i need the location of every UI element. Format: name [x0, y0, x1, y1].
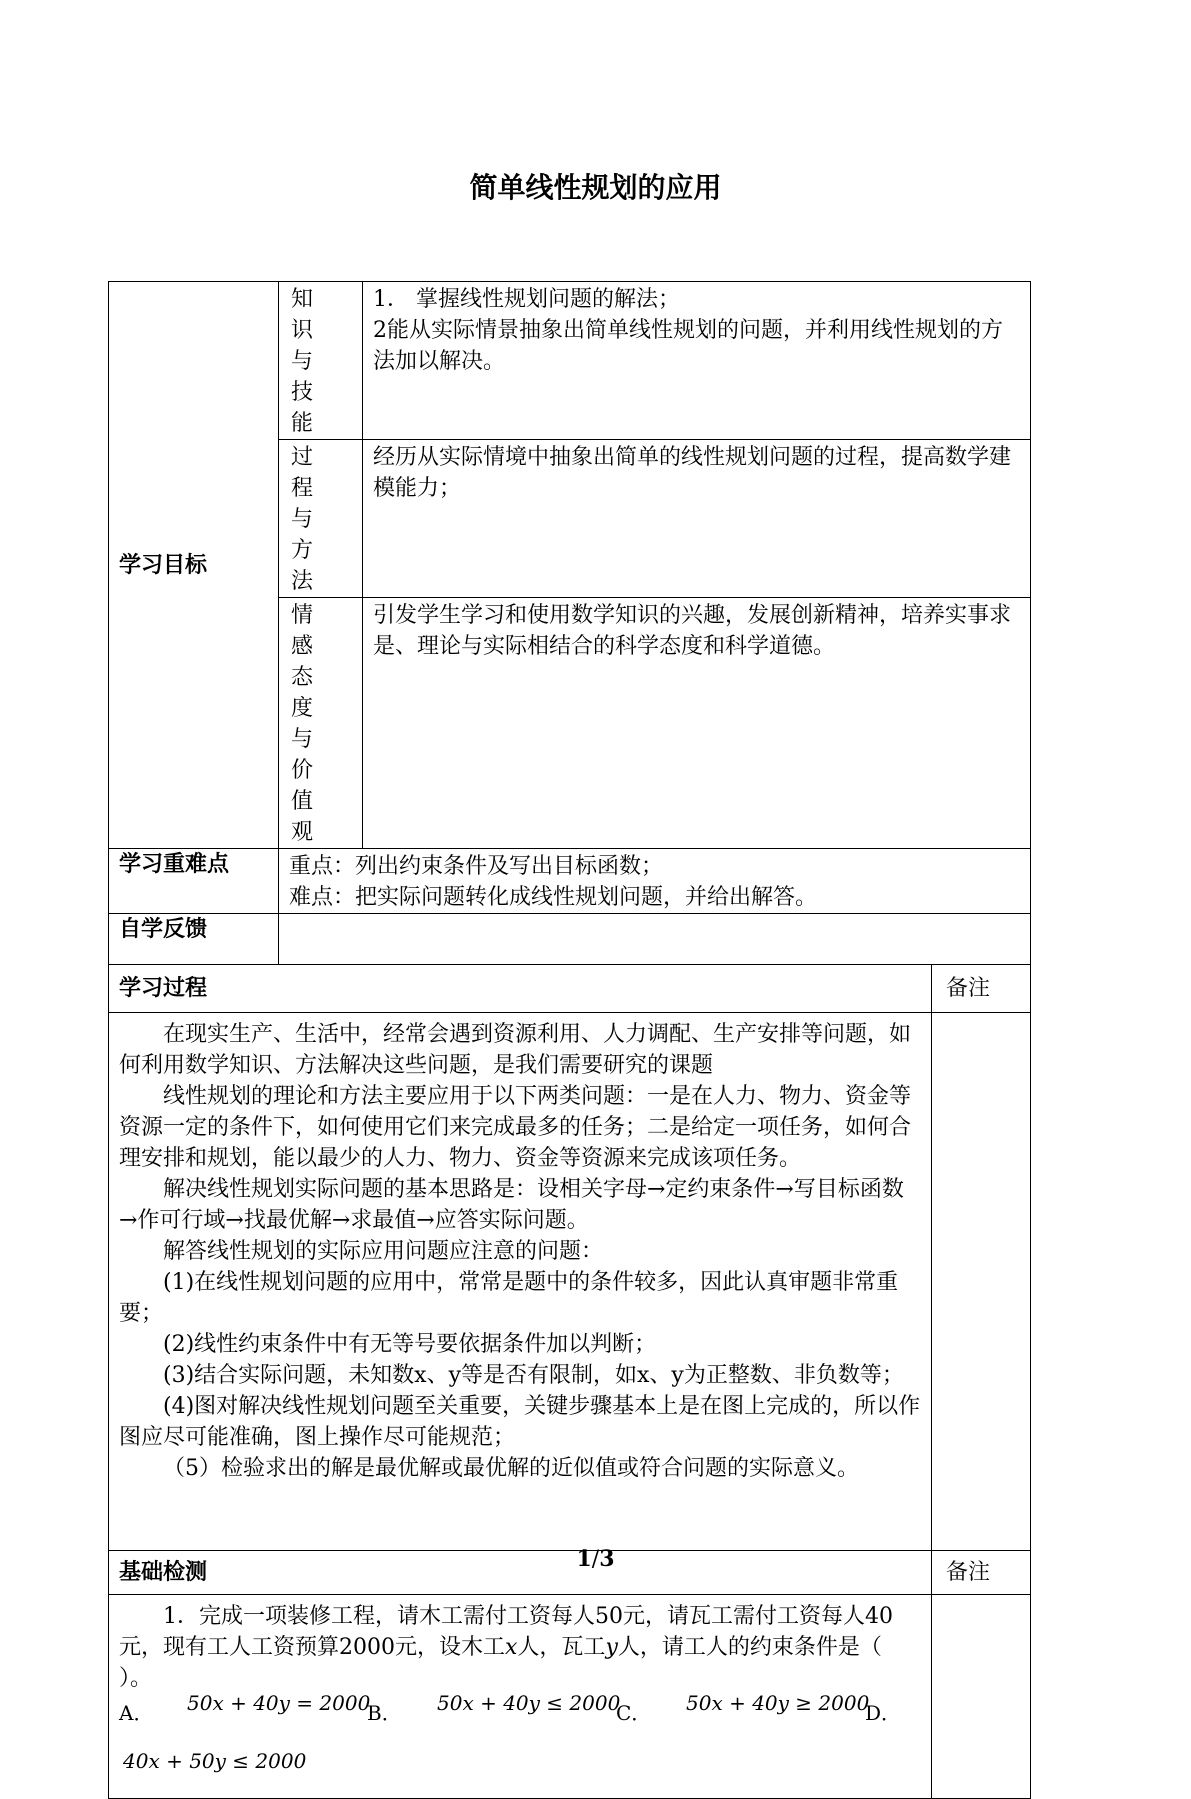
option-c-expr: 50x + 40y ≥ 2000: [686, 1691, 870, 1715]
process-content: [109, 1013, 932, 1551]
question-part: 人，请工人的约束条件是（ ）。: [119, 1635, 882, 1691]
self-study-content: [279, 914, 1031, 965]
focus-line: 重点：列出约束条件及写出目标函数；: [289, 854, 664, 879]
goal-sub-label: 知识与技能: [279, 282, 363, 440]
option-b-expr: 50x + 40y ≤ 2000: [437, 1691, 621, 1715]
goals-label: 学习目标: [109, 282, 279, 849]
var-y: y: [605, 1635, 618, 1660]
process-paragraph: (3)结合实际问题，未知数x、y等是否有限制，如x、y为正整数、非负数等；: [163, 1363, 904, 1388]
answer-options: [119, 1691, 921, 1794]
process-notes: [932, 1013, 1031, 1551]
page-separator: /: [591, 1547, 600, 1572]
key-points-label: 学习重难点: [109, 849, 279, 914]
process-paragraph: （5）检验求出的解是最优解或最优解的近似值或符合问题的实际意义。: [163, 1456, 859, 1481]
goal-line: 2能从实际情景抽象出简单线性规划的问题，并利用线性规划的方法加以解决。: [373, 318, 1003, 374]
goal-content: [363, 440, 1031, 598]
page-total: 3: [599, 1546, 615, 1572]
option-d-expr: 40x + 50y ≤ 2000: [123, 1749, 307, 1773]
goal-content: [363, 598, 1031, 849]
document-title: 简单线性规划的应用: [469, 171, 722, 204]
basic-test-notes: [932, 1595, 1031, 1799]
goal-content: [363, 282, 1031, 440]
option-d-letter: D．: [865, 1701, 902, 1725]
goal-line: 经历从实际情境中抽象出简单的线性规划问题的过程，提高数学建模能力；: [373, 445, 1012, 501]
goal-line: 引发学生学习和使用数学知识的兴趣，发展创新精神，培养实事求是、理论与实际相结合的科学态度和科学道德。: [373, 603, 1012, 659]
difficulty-line: 难点：把实际问题转化成线性规划问题，并给出解答。: [289, 885, 818, 910]
page-number: [0, 1546, 1191, 1572]
self-study-label: 自学反馈: [109, 914, 279, 965]
self-study-row: [109, 914, 1031, 965]
option-a-letter: A．: [119, 1701, 154, 1725]
process-paragraph: (2)线性约束条件中有无等号要依据条件加以判断；: [163, 1332, 657, 1357]
goal-sub-label: 过程与方法: [279, 440, 363, 598]
process-header-row: [109, 965, 1031, 1013]
option-c-letter: C．: [616, 1701, 652, 1725]
option-b-letter: B．: [367, 1701, 402, 1725]
process-paragraph: 解答线性规划的实际应用问题应注意的问题：: [163, 1239, 604, 1264]
key-points-content: [279, 849, 1031, 914]
key-points-row: [109, 849, 1031, 914]
process-paragraph: (1)在线性规划问题的应用中，常常是题中的条件较多，因此认真审题非常重要；: [119, 1270, 899, 1326]
basic-test-content: [109, 1595, 932, 1799]
var-x: x: [505, 1635, 518, 1660]
page-current: 1: [576, 1546, 592, 1572]
question-text: [119, 1601, 921, 1694]
note-label: 备注: [932, 965, 1031, 1013]
process-body-row: [109, 1013, 1031, 1551]
process-label: 学习过程: [109, 965, 932, 1013]
process-paragraph: 解决线性规划实际问题的基本思路是：设相关字母→定约束条件→写目标函数→作可行域→找最优解→求最值→应答实际问题。: [119, 1177, 904, 1233]
process-paragraph: 线性规划的理论和方法主要应用于以下两类问题：一是在人力、物力、资金等资源一定的条件下，如何使用它们来完成最多的任务；二是给定一项任务，如何合理安排和规划，能以最少的人力、物力、资金等资源来完成该项任务。: [119, 1084, 912, 1171]
question-part: 人，瓦工: [517, 1635, 606, 1660]
process-paragraph: 在现实生产、生活中，经常会遇到资源利用、人力调配、生产安排等问题，如何利用数学知识、方法解决这些问题，是我们需要研究的课题: [119, 1022, 912, 1078]
goal-line: 1． 掌握线性规划问题的解法；: [373, 287, 680, 312]
basic-test-label: 基础检测: [109, 1551, 932, 1595]
option-a-expr: 50x + 40y = 2000: [187, 1691, 371, 1715]
process-paragraph: (4)图对解决线性规划问题至关重要，关键步骤基本上是在图上完成的，所以作图应尽可能准确，图上操作尽可能规范；: [119, 1394, 921, 1450]
basic-test-body-row: [109, 1595, 1031, 1799]
goal-row-skills: [109, 282, 1031, 440]
goal-sub-label: 情感态度与价值观: [279, 598, 363, 849]
note-label: 备注: [932, 1551, 1031, 1595]
question-part: 1．完成一项装修工程，请木工需付工资每人50元，请瓦工需付工资每人40元，现有工人工资预算2000元，设木工: [119, 1604, 893, 1660]
